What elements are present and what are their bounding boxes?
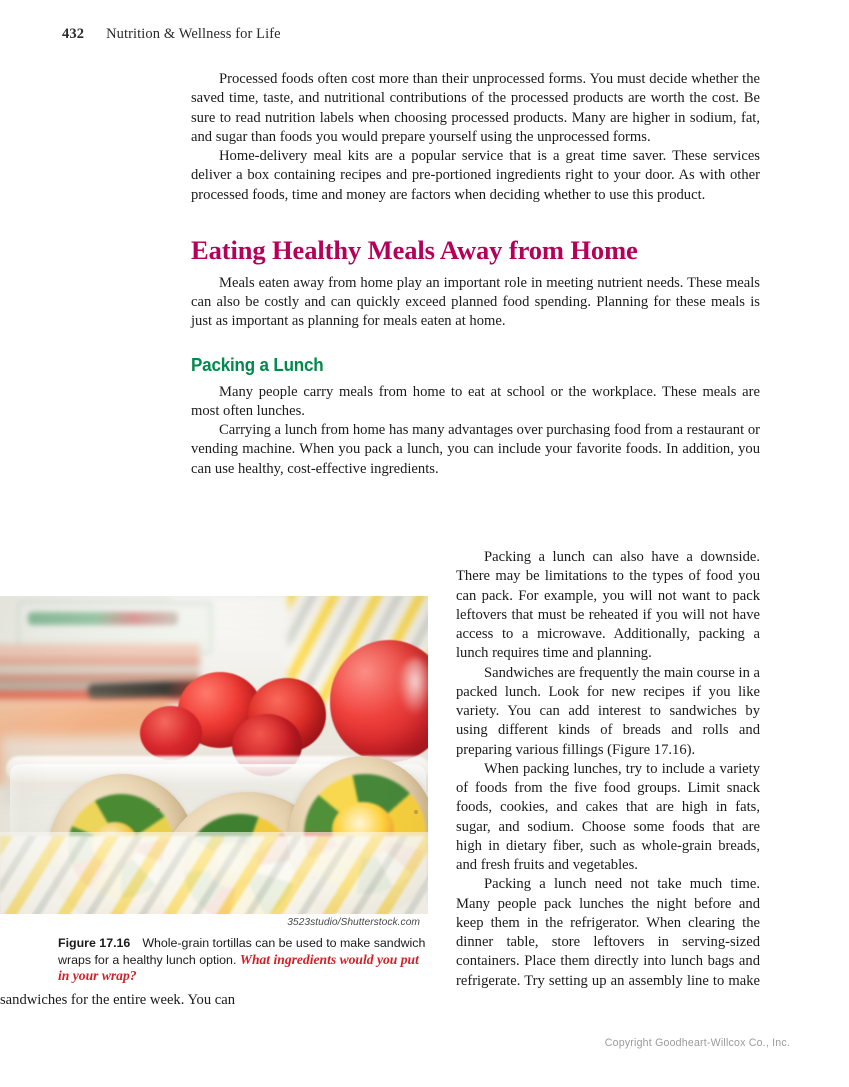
running-head xyxy=(62,26,662,43)
paragraph-need-not-take-much-time: Packing a lunch need not take much time. Many people pack lunches the night before and keep them in the refrigerator. When clearing the dinner table, store leftovers in serving-sized containers. Place them directly into lunch bags and refrigerate. Try setting up an assembly line to make sandwiches for the entire week. You can xyxy=(0,876,760,1008)
subheading-packing-a-lunch: Packing a Lunch xyxy=(191,353,324,375)
running-head-title: Nutrition & Wellness for Life xyxy=(106,26,281,42)
section-heading: Eating Healthy Meals Away from Home xyxy=(191,234,638,265)
photo-foreground-haze xyxy=(0,832,428,914)
paragraph-advantages: Carrying a lunch from home has many advantages over purchasing food from a restaurant or vending machine. When you pack a lunch, you can include your favorite foods. In addition, you can use healthy, cost-effective ingredients. xyxy=(191,422,760,477)
paragraph-downside: Packing a lunch can also have a downside. There may be limitations to the types of food you can pack. For example, you will not want to pack leftovers that must be reheated if you will not have access to a microwave. Additionally, packing a lunch requires time and planning. xyxy=(456,549,760,662)
figure-label: Figure 17.16 xyxy=(58,936,131,950)
paragraph-meal-kits: Home-delivery meal kits are a popular service that is a great time saver. These services deliver a box containing recipes and pre-portioned ingredients right to your door. As with other processed foods, time and money are factors when deciding whether to use this product. xyxy=(191,148,760,203)
figure-photo xyxy=(0,596,428,914)
paragraph-five-food-groups: When packing lunches, try to include a variety of foods from the five food groups. Limit snack foods, cookies, and cakes that are high in fats, sugar, and sodium. Choose some foods that are high in dietary fiber, such as whole-grain breads, and fresh fruits and vegetables. xyxy=(456,760,760,873)
text-column-upper xyxy=(191,70,760,479)
paragraph-meals-away: Meals eaten away from home play an important role in meeting nutrient needs. These meals can also be costly and can quickly exceed planned food spending. Planning for these meals is just as important as planning for meals eaten at home. xyxy=(191,274,760,330)
photo-tortilla-speck xyxy=(156,808,160,811)
page-number: 432 xyxy=(62,26,85,42)
paragraph-carry-meals: Many people carry meals from home to eat at school or the workplace. These meals are most often lunches. xyxy=(191,383,760,419)
photo-background-text xyxy=(28,612,178,625)
figure-caption xyxy=(58,935,430,985)
paragraph-sandwiches: Sandwiches are frequently the main course in a packed lunch. Look for new recipes if you like variety. You can add interest to sandwiches by using different kinds of breads and rolls and preparing various fillings (Figure 17.16). xyxy=(456,664,760,758)
photo-tortilla-speck xyxy=(414,810,418,814)
figure-text-wrap-region xyxy=(0,548,760,1010)
paragraph-processed-foods: Processed foods often cost more than their unprocessed forms. You must decide whether the saved time, taste, and nutritional contributions of the processed products are worth the cost. Be sure to read nutrition labels when choosing processed products. Many are higher in sodium, fat, and sugar than foods you would prepare yourself using the unprocessed forms. xyxy=(191,71,760,145)
figure-caption-text: Whole-grain tortillas can be used to make sandwich wraps for a healthy lunch option. xyxy=(58,936,426,967)
photo-credit: 3523studio/Shutterstock.com xyxy=(287,917,420,928)
photo-apple-highlight xyxy=(398,658,428,716)
copyright-footer: Copyright Goodheart-Willcox Co., Inc. xyxy=(604,1037,790,1049)
figure-17-16 xyxy=(0,596,428,985)
photo-tomato xyxy=(140,706,202,760)
figure-caption-question: What ingredients would you put in your wrap? xyxy=(58,951,419,984)
